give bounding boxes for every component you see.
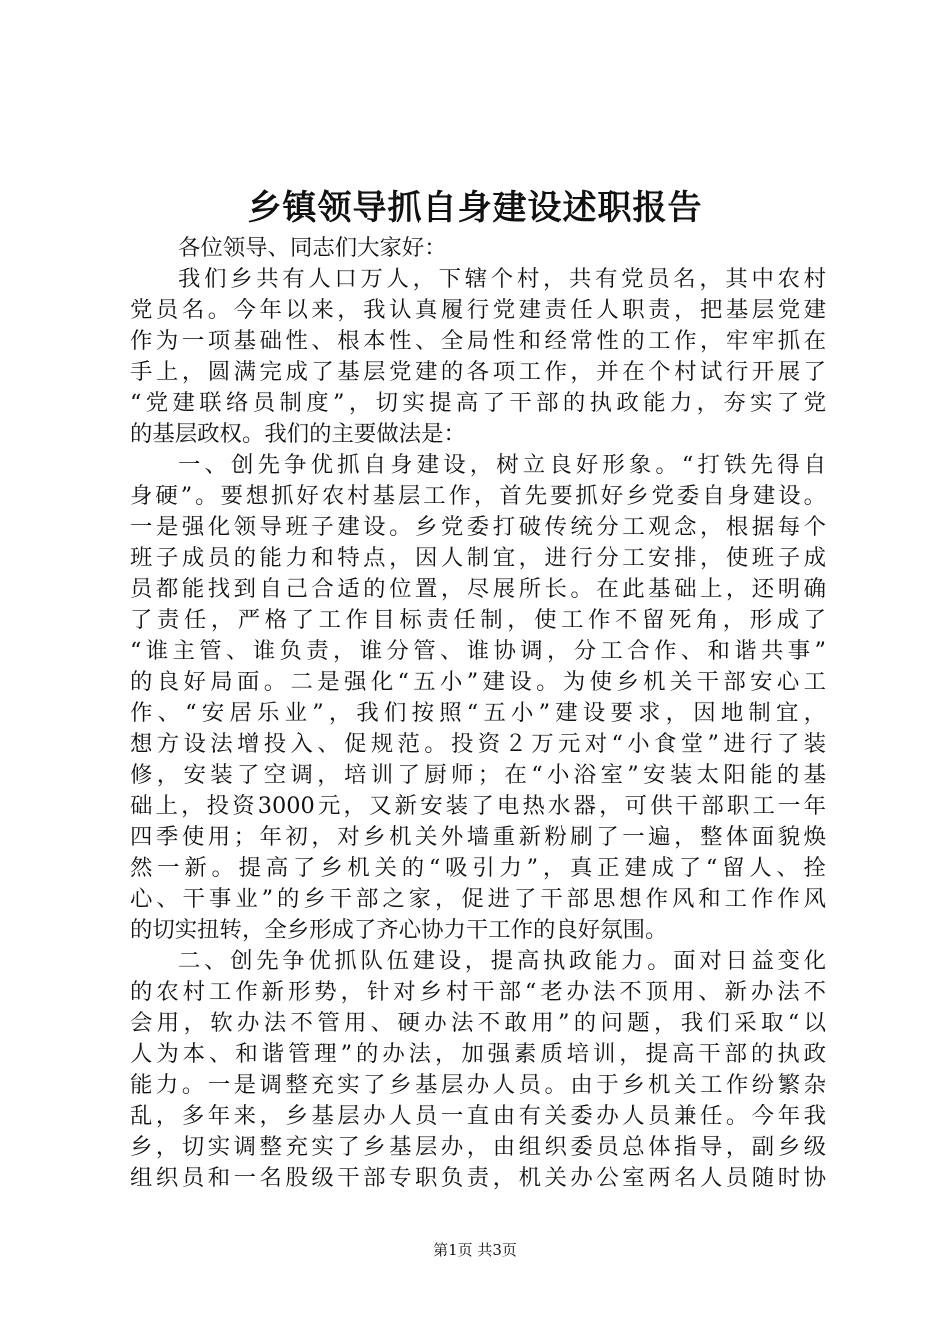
body-line: 人为本、和谐管理”的办法，加强素质培训，提高干部的执政 [130,1041,826,1067]
body-line: 了责任，严格了工作目标责任制，使工作不留死角，形成了 [130,607,826,633]
body-line: 四季使用；年初，对乡机关外墙重新粉刷了一遍，整体面貌焕 [130,824,826,850]
body-line: 组织员和一名股级干部专职负责，机关办公室两名人员随时协 [130,1165,826,1191]
body-line: 的切实扭转，全乡形成了齐心协力干工作的良好氛围。 [130,917,668,943]
body-line: 想方设法增投入、促规范。投资２万元对“小食堂”进行了装 [130,731,826,757]
body-line: 能力。一是调整充实了乡基层办人员。由于乡机关工作纷繁杂 [130,1072,826,1098]
body-line: 乡，切实调整充实了乡基层办，由组织委员总体指导，副乡级 [130,1134,826,1160]
body-line: 的基层政权。我们的主要做法是： [130,421,466,447]
body-line: 会用，软办法不管用、硬办法不敢用”的问题，我们采取“以 [130,1010,826,1036]
body-line: 身硬”。要想抓好农村基层工作，首先要抓好乡党委自身建设。 [130,483,826,509]
body-line: 作为一项基础性、根本性、全局性和经常性的工作，牢牢抓在 [130,328,826,354]
body-line: 作、“安居乐业”，我们按照“五小”建设要求，因地制宜， [130,700,826,726]
body-line: 心、干事业”的乡干部之家，促进了干部思想作风和工作作风 [130,886,826,912]
body-line: 各位领导、同志们大家好： [178,235,447,261]
body-line: 然一新。提高了乡机关的“吸引力”，真正建成了“留人、拴 [130,855,826,881]
body-line: 础上，投资3000元，又新安装了电热水器，可供干部职工一年 [130,793,826,819]
body-line: 的农村工作新形势，针对乡村干部“老办法不顶用、新办法不 [130,979,826,1005]
body-line: 班子成员的能力和特点，因人制宜，进行分工安排，使班子成 [130,545,826,571]
document-body [130,233,826,1194]
body-line: 党员名。今年以来，我认真履行党建责任人职责，把基层党建 [130,297,826,323]
body-line: 二、创先争优抓队伍建设，提高执政能力。面对日益变化 [178,948,826,974]
body-line: 的良好局面。二是强化“五小”建设。为使乡机关干部安心工 [130,669,826,695]
body-line: 修，安装了空调，培训了厨师；在“小浴室”安装太阳能的基 [130,762,826,788]
body-line: 乱，多年来，乡基层办人员一直由有关委办人员兼任。今年我 [130,1103,826,1129]
body-line: 手上，圆满完成了基层党建的各项工作，并在个村试行开展了 [130,359,826,385]
page-footer: 第1页 共3页 [433,1241,517,1259]
body-line: “党建联络员制度”，切实提高了干部的执政能力，夯实了党 [130,390,826,416]
body-line: 我们乡共有人口万人，下辖个村，共有党员名，其中农村 [178,266,826,292]
body-line: “谁主管、谁负责，谁分管、谁协调，分工合作、和谐共事” [130,638,826,664]
body-line: 员都能找到自己合适的位置，尽展所长。在此基础上，还明确 [130,576,826,602]
body-line: 一是强化领导班子建设。乡党委打破传统分工观念，根据每个 [130,514,826,540]
body-line: 一、创先争优抓自身建设，树立良好形象。“打铁先得自 [178,452,826,478]
document-title: 乡镇领导抓自身建设述职报告 [247,188,703,228]
